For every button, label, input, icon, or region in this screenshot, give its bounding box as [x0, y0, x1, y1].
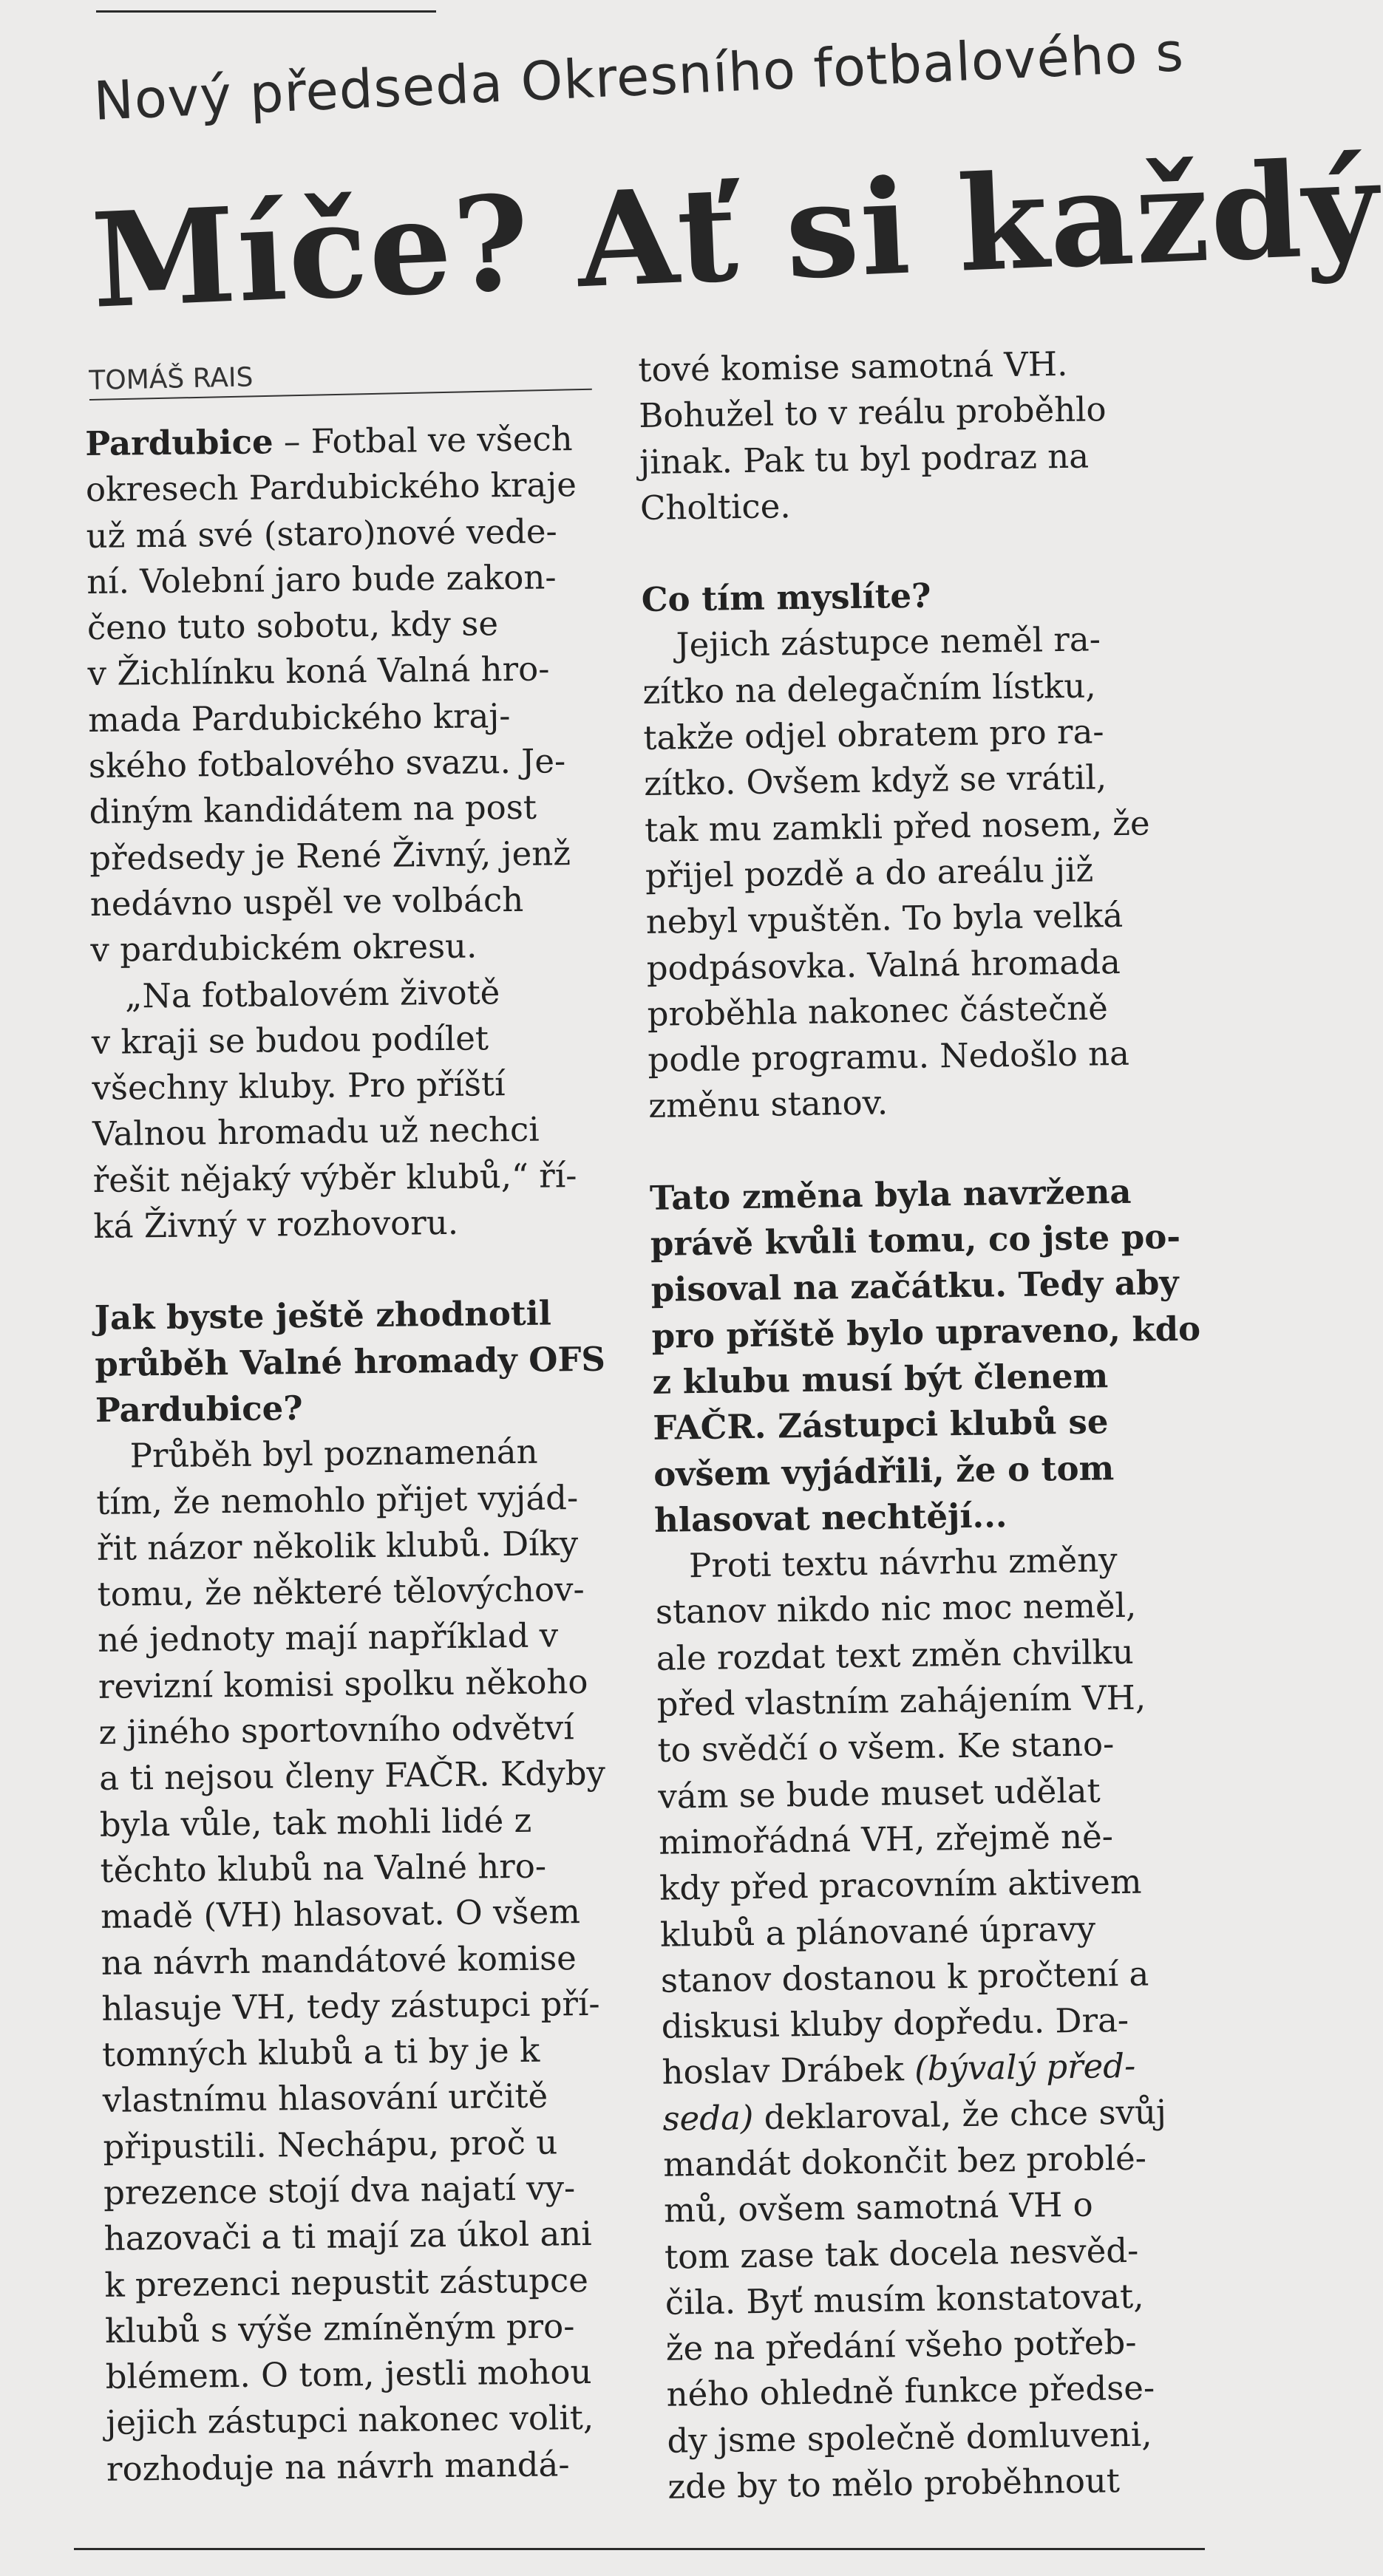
spacer [649, 1122, 1198, 1175]
lead-first-line [85, 416, 596, 468]
text-line: před vlastním zahájením VH, [656, 1677, 1146, 1724]
text-line: klubů a plánované úpravy [659, 1909, 1096, 1955]
text-line: byla vůle, tak mohli lidé z [99, 1800, 532, 1844]
text-line: Bohužel to v reálu proběhlo [638, 389, 1107, 436]
text-line: FAČR. Zástupci klubů se [653, 1402, 1109, 1448]
text-line: prezence stojí dva najatí vy- [103, 2168, 576, 2212]
answer-3-italic: (bývalý před- [914, 2046, 1136, 2089]
text-line: z klubu musí být členem [652, 1356, 1109, 1402]
text-line: stanov nikdo nic moc neměl, [655, 1586, 1137, 1632]
text-line: diskusi kluby dopředu. Dra- [661, 2000, 1129, 2046]
text-line: blémem. O tom, jestli mohou [105, 2352, 592, 2397]
text-line: kdy před pracovním aktivem [659, 1861, 1142, 1908]
text-line: ného ohledně funkce předse- [666, 2368, 1155, 2415]
text-line: hlasovat nechtějí... [653, 1496, 1007, 1540]
spacer [94, 1244, 605, 1295]
text-line: ale rozdat text změn chvilku [656, 1632, 1135, 1678]
article-headline: Míče? Ať si každý [89, 130, 1383, 338]
text-line: změnu stanov. [648, 1083, 888, 1126]
bottom-rule [74, 2548, 1205, 2550]
article-author: TOMÁŠ RAIS [89, 355, 592, 401]
answer-3-text: deklaroval, že chce svůj [753, 2091, 1167, 2137]
question-2: Co tím myslíte? [641, 576, 931, 620]
answer-3-italic: seda) [662, 2097, 754, 2139]
text-line: řit názor několik klubů. Díky [96, 1523, 579, 1568]
text-line: mimořádná VH, zřejmě ně- [658, 1816, 1114, 1862]
text-line: tak mu zamkli před nosem, že [644, 803, 1150, 850]
text-line: Choltice. [639, 486, 791, 528]
text-line: vlastnímu hlasování určitě [102, 2076, 548, 2121]
text-line: mada Pardubického kraj- [87, 695, 511, 740]
text-line: už má své (staro)nové vede- [86, 511, 557, 556]
text-line: zítko na delegačním lístku, [642, 666, 1096, 712]
text-line: Jak byste ještě zhodnotil [94, 1293, 552, 1338]
text-line: v Žichlínku koná Valná hro- [87, 649, 550, 694]
text-line: pisoval na začátku. Tedy aby [650, 1263, 1179, 1310]
text-line: na návrh mandátové komise [101, 1938, 577, 1983]
text-line: „Na fotbalovém životě [124, 972, 500, 1016]
text-line: nedávno uspěl ve volbách [89, 879, 524, 924]
text-line: diným kandidátem na post [89, 788, 537, 832]
answer-3-part-a [655, 1536, 1211, 2051]
text-line: Proti textu návrhu změny [688, 1540, 1118, 1586]
text-line: nebyl vpuštěn. To byla velká [645, 896, 1124, 942]
text-line: klubů s výše zmíněným pro- [104, 2306, 575, 2351]
lead-paragraph [86, 462, 602, 973]
answer-1-continued [638, 340, 1189, 532]
text-line: podpásovka. Valná hromada [646, 941, 1121, 988]
text-line: podle programu. Nedošlo na [648, 1033, 1130, 1080]
right-column [638, 340, 1217, 2510]
text-line: to svědčí o všem. Ke stano- [657, 1724, 1115, 1771]
text-line: stanov dostanou k pročtení a [660, 1954, 1149, 2000]
text-line: dy jsme společně domluveni, [667, 2414, 1152, 2461]
text-line: k prezenci nepustit zástupce [104, 2260, 589, 2305]
text-line: né jednoty mají například v [98, 1615, 559, 1660]
text-line: Jejich zástupce neměl ra- [676, 619, 1101, 665]
text-line: zde by to mělo proběhnout [667, 2461, 1121, 2507]
text-line: těchto klubů na Valné hro- [100, 1846, 547, 1890]
text-line: jejich zástupci nakonec volit, [106, 2398, 594, 2443]
text-line: Valnou hromadu už nechci [92, 1110, 540, 1154]
text-line: právě kvůli tomu, co jste po- [650, 1216, 1181, 1264]
answer-3-text: hoslav Drábek [662, 2049, 915, 2093]
text-line: pro příště bylo upraveno, kdo [651, 1309, 1201, 1356]
text-line: ského fotbalového svazu. Je- [88, 741, 566, 786]
question-1 [94, 1290, 605, 1434]
text-line: z jiného sportovního odvětví [98, 1708, 574, 1752]
article-kicker: Nový předseda Okresního fotbalového s [92, 21, 1186, 132]
text-line: řešit nějaký výběr klubů,“ ří- [92, 1155, 577, 1200]
dateline: Pardubice [85, 422, 273, 463]
text-line: tomu, že některé tělovýchov- [97, 1570, 585, 1615]
top-rule [96, 0, 436, 13]
question-3 [650, 1168, 1203, 1544]
text-line: tomných klubů a ti by je k [101, 2030, 540, 2074]
text-line: připustili. Nechápu, proč u [103, 2122, 558, 2167]
text-line: tom zase tak docela nesvěd- [664, 2230, 1139, 2277]
answer-3-line-seda [662, 2088, 1212, 2142]
text-line: takže odjel obratem pro ra- [643, 712, 1104, 758]
text-line: Pardubice? [95, 1388, 303, 1430]
text-line: všechny kluby. Pro příští [92, 1064, 506, 1108]
text-line: Tato změna byla navržena [649, 1171, 1132, 1218]
left-column [85, 416, 617, 2492]
text-line: okresech Pardubického kraje [85, 465, 577, 510]
lead-first-text: – Fotbal ve všech [273, 419, 573, 462]
answer-2 [642, 616, 1197, 1130]
text-line: mů, ovšem samotná VH o [663, 2184, 1094, 2231]
text-line: v pardubickém okresu. [90, 926, 478, 970]
text-line: ní. Volební jaro bude zakon- [86, 557, 557, 602]
answer-3-line-drabek [662, 2042, 1211, 2096]
text-line: čila. Byť musím konstatovat, [665, 2276, 1144, 2323]
text-line: přijel pozdě a do areálu již [645, 850, 1094, 896]
text-line: jinak. Pak tu byl podraz na [639, 436, 1090, 482]
answer-1 [95, 1428, 617, 2492]
text-line: v kraji se budou podílet [91, 1018, 489, 1062]
text-line: rozhoduje na návrh mandá- [106, 2444, 570, 2489]
text-line: mandát dokončit bez problé- [662, 2138, 1147, 2184]
text-line: tové komise samotná VH. [638, 344, 1068, 389]
text-line: a ti nejsou členy FAČR. Kdyby [98, 1754, 606, 1799]
text-line: hlasuje VH, tedy zástupci pří- [101, 1983, 600, 2028]
text-line: madě (VH) hlasovat. O všem [100, 1892, 581, 1937]
text-line: ovšem vyjádřili, že o tom [653, 1448, 1115, 1494]
text-line: hazovači a ti mají za úkol ani [103, 2214, 592, 2259]
text-line: čeno tuto sobotu, kdy se [86, 604, 499, 648]
text-line: že na předání všeho potřeb- [665, 2323, 1137, 2368]
text-line: Průběh byl poznamenán [129, 1431, 538, 1476]
spacer [640, 524, 1189, 577]
text-line: předsedy je René Živný, jenž [89, 833, 571, 878]
text-line: tím, že nemohlo přijet vyjád- [96, 1477, 579, 1522]
text-line: ká Živný v rozhovoru. [93, 1202, 459, 1246]
text-line: proběhla nakonec částečně [647, 988, 1109, 1034]
text-line: průběh Valné hromady OFS [95, 1339, 606, 1384]
text-line: revizní komisi spolku někoho [98, 1661, 588, 1706]
quote-paragraph [91, 968, 604, 1250]
answer-3-part-c [663, 2134, 1217, 2510]
text-line: vám se bude muset udělat [658, 1771, 1101, 1816]
text-line: zítko. Ovšem když se vrátil, [643, 757, 1107, 804]
